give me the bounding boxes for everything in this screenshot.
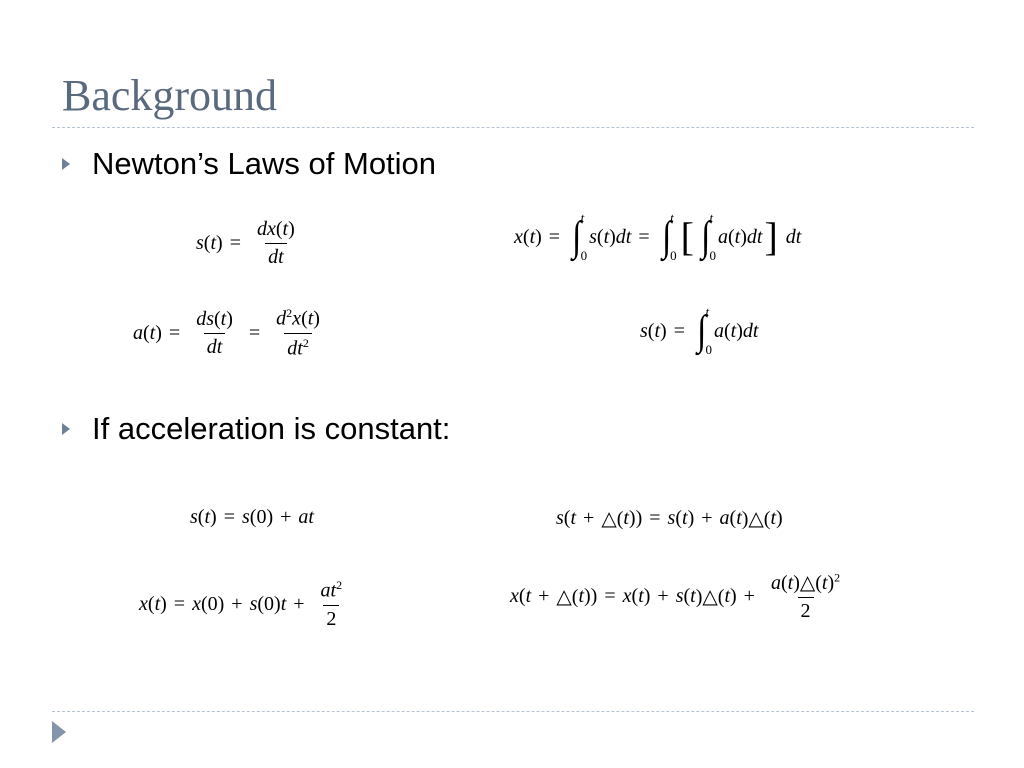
footer-divider	[52, 711, 974, 712]
equation-position-double-integral: x ( t ) = ∫ t 0 s ( t ) dt = ∫ t 0 [ ∫ t 0 a ( t ) dt ] dt	[514, 210, 802, 263]
equation-velocity-integral: s ( t ) = ∫ t 0 a ( t ) dt	[640, 304, 759, 357]
bullet-text: Newton’s Laws of Motion	[92, 146, 437, 181]
equation-acceleration-def: a ( t ) = $\frac{ds(t)}{dt}$ = $\frac{d^2x(t)}{dt^2}$	[133, 306, 320, 360]
bullet-arrow-icon	[62, 158, 70, 170]
title-divider	[52, 127, 974, 128]
bullet-text: If acceleration is constant:	[92, 411, 451, 446]
bullet-newtons-laws	[62, 146, 436, 182]
equation-const-velocity: s ( t ) = s (0) + at	[190, 506, 314, 528]
next-slide-arrow-icon[interactable]	[52, 721, 66, 743]
equation-velocity-def: s ( t ) = $\frac{dx(t)}{dt}$	[196, 218, 295, 268]
equation-const-position-step: x ( t + △( t )) = x ( t ) + s ( t )△( t ) + $\frac{a(t)\triangle(t)^2}{2}$	[510, 570, 841, 622]
equation-const-velocity-step: s ( t + △( t )) = s ( t ) + a ( t )△( t )	[556, 507, 783, 530]
slide-title: Background	[62, 71, 278, 120]
equation-const-position: x ( t ) = x (0) + s (0) t + $\frac{at^2}{2}$	[139, 578, 343, 630]
bullet-constant-acceleration	[62, 411, 450, 447]
bullet-arrow-icon	[62, 423, 70, 435]
